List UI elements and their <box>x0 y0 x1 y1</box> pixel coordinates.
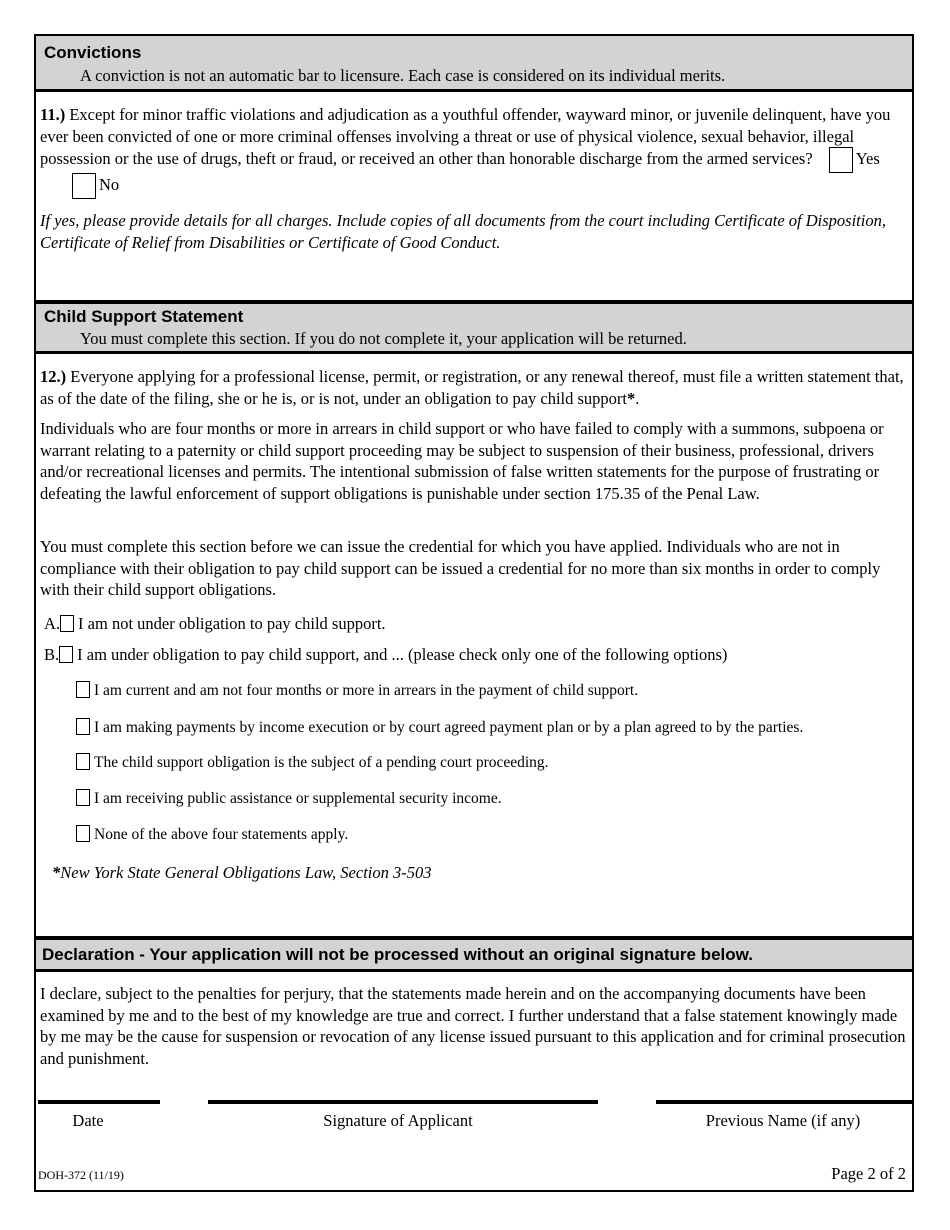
option-b-letter: B. <box>44 645 60 664</box>
sub-option-checkbox[interactable] <box>76 753 90 770</box>
child-support-header <box>36 300 912 354</box>
question-12-text: Everyone applying for a professional license, permit, or registration, or any renewal thereof, must file a written statement that, as of the date of the filing, she or he is, or is not, under an obligation to pay child support <box>40 367 904 408</box>
sub-option-label: The child support obligation is the subject of a pending court proceeding. <box>94 754 549 771</box>
convictions-subtitle: A conviction is not an automatic bar to licensure. Each case is considered on its individual merits. <box>80 66 726 85</box>
option-b-label: I am under obligation to pay child support, and ... (please check only one of the following options) <box>77 645 728 664</box>
option-a-label: I am not under obligation to pay child support. <box>78 614 386 633</box>
sub-option-checkbox[interactable] <box>76 825 90 842</box>
sub-option[interactable] <box>76 718 803 737</box>
convictions-header <box>36 36 912 92</box>
sub-option-label: I am receiving public assistance or supplemental security income. <box>94 790 502 807</box>
declaration-text: I declare, subject to the penalties for perjury, that the statements made herein and on the accompanying documents have been examined by me and to the best of my knowledge are true and correct. I further understand that a false statement knowingly made by me may be the cause for suspension or revocation of any license issued pursuant to this application and for criminal prosecution and punishment. <box>40 984 906 1068</box>
question-11 <box>40 104 906 199</box>
signature-line <box>208 1100 598 1104</box>
sub-option-label: I am making payments by income execution or by court agreed payment plan or by a plan agreed to by the parties. <box>94 719 804 736</box>
declaration-title: Declaration - Your application will not be processed without an original signature below. <box>42 945 753 964</box>
sub-option[interactable] <box>76 825 348 844</box>
date-field[interactable]: Date <box>72 1111 104 1130</box>
convictions-title: Convictions <box>44 43 142 62</box>
asterisk: * <box>627 388 636 408</box>
form-id: DOH-372 (11/19) <box>38 1168 124 1182</box>
signature-field[interactable]: Signature of Applicant <box>323 1111 473 1130</box>
page-number: Page 2 of 2 <box>831 1164 906 1183</box>
sub-option[interactable] <box>76 681 638 700</box>
footnote <box>52 863 432 883</box>
no-checkbox[interactable] <box>72 173 96 199</box>
option-b[interactable] <box>44 645 727 665</box>
child-support-para1: Individuals who are four months or more in arrears in child support or who have failed to comply with a summons, subpoena or warrant relating to a paternity or child support proceeding may be subject to suspension of their business, professional, drivers and/or recreational licenses and permits. The intentional submission of false written statements for the purpose of frustrating or defeating the lawful enforcement of support obligations is punishable under section 175.35 of the Penal Law. <box>40 419 884 503</box>
yes-label: Yes <box>855 148 880 168</box>
option-b-checkbox[interactable] <box>59 646 73 663</box>
declaration-header <box>36 936 912 972</box>
form-page <box>34 34 914 1192</box>
sub-option-label: None of the above four statements apply. <box>94 826 349 843</box>
footnote-text: New York State General Obligations Law, Section 3-503 <box>60 863 432 882</box>
question-12-number: 12.) <box>40 367 67 386</box>
convictions-instructions: If yes, please provide details for all charges. Include copies of all documents from the court including Certificate of Disposition, Certificate of Relief from Disabilities or Certificate of Good Conduct. <box>40 211 886 252</box>
yes-checkbox[interactable] <box>829 147 853 173</box>
footnote-mark: * <box>52 863 61 882</box>
question-11-text: Except for minor traffic violations and adjudication as a youthful offender, wayward minor, or juvenile delinquent, have you ever been convicted of one or more criminal offenses involving a threat or use of physical violence, sexual behavior, illegal possession or the use of drugs, theft or fraud, or received an other than honorable discharge from the armed services? <box>40 105 891 168</box>
sub-option-checkbox[interactable] <box>76 789 90 806</box>
option-a[interactable] <box>44 614 386 634</box>
sub-option[interactable] <box>76 753 549 772</box>
sub-option-label: I am current and am not four months or more in arrears in the payment of child support. <box>94 682 639 699</box>
option-a-checkbox[interactable] <box>60 615 74 632</box>
question-12: 12.) Everyone applying for a professional license, permit, or registration, or any renewal thereof, must file a written statement that, as of the date of the filing, she or he is, or is not, under an obligation to pay child support*. <box>40 367 904 408</box>
child-support-para2: You must complete this section before we can issue the credential for which you have applied. Individuals who are not in compliance with their obligation to pay child support can be issued a credential for no more than six months in order to comply with their child support obligations. <box>40 537 881 599</box>
child-support-subtitle: You must complete this section. If you do not complete it, your application will be returned. <box>80 329 687 348</box>
option-a-letter: A. <box>44 614 61 633</box>
previous-name-line <box>656 1100 912 1104</box>
previous-name-field[interactable]: Previous Name (if any) <box>705 1111 861 1130</box>
sub-option[interactable] <box>76 789 502 808</box>
question-11-number: 11.) <box>40 105 66 124</box>
sub-option-checkbox[interactable] <box>76 718 90 735</box>
sub-option-checkbox[interactable] <box>76 681 90 698</box>
no-label: No <box>99 174 120 194</box>
child-support-title: Child Support Statement <box>44 307 244 326</box>
date-line <box>38 1100 160 1104</box>
